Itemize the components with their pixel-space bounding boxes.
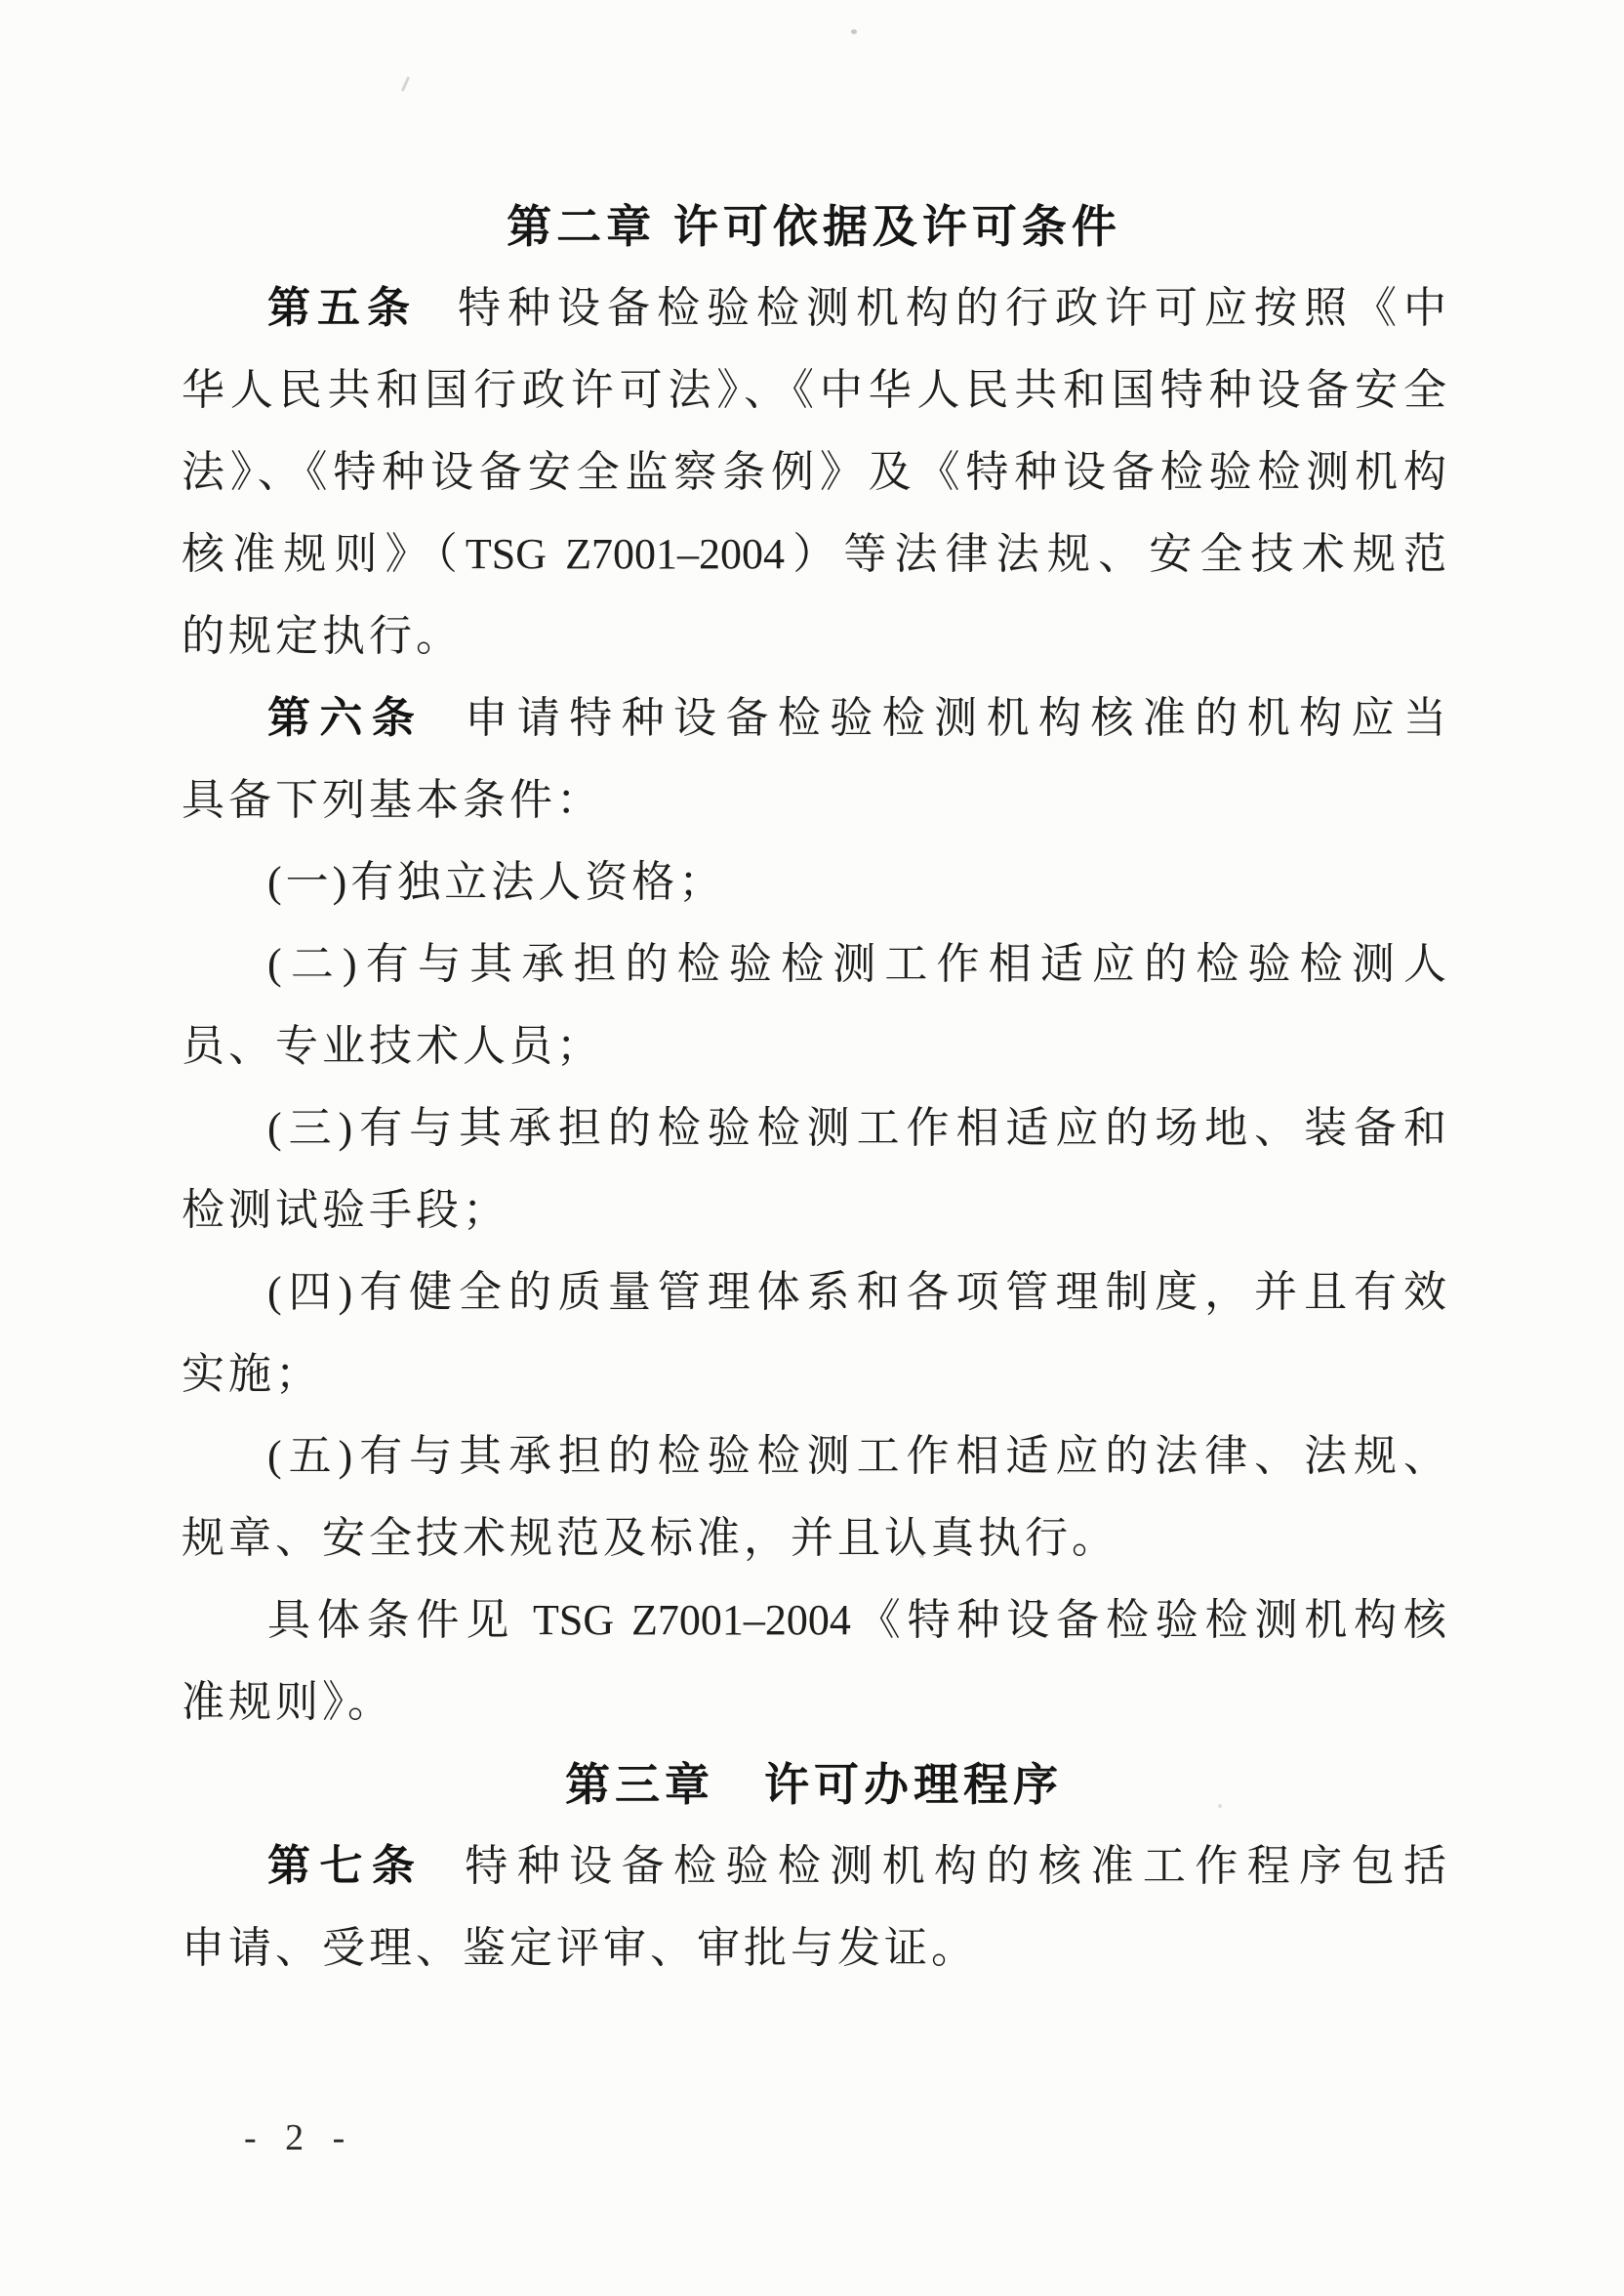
chapter-heading [182,1743,1446,1825]
line-text: 第二章 许可依据及许可条件 [507,201,1121,252]
body-line [182,759,1446,841]
body-line [182,1169,1446,1251]
line-text: 规章、安全技术规范及标准，并且认真执行。 [182,1514,1118,1562]
body-line [182,677,1446,759]
line-text: (一)有独立法人资格； [267,858,726,906]
body-line [182,1579,1446,1661]
scan-artifact [851,29,857,34]
body-line [182,923,1446,1005]
body-line [182,1825,1446,1907]
page-number: - 2 - [244,2117,355,2158]
line-text: 申请、受理、鉴定评审、审批与发证。 [182,1924,978,1972]
line-text: 华人民共和国行政许可法》、《中华人民共和国特种设备安全 [182,366,1446,414]
line-text: 第三章 许可办理程序 [565,1759,1063,1810]
body-line [182,1251,1446,1333]
line-text: 具备下列基本条件： [182,776,603,824]
line-text: 申请特种设备检验检测机构核准的机构应当 [465,694,1447,742]
article-label: 第七条 [267,1842,425,1890]
chapter-heading [182,185,1446,267]
line-text: 法》、《特种设备安全监察条例》及《特种设备检验检测机构 [182,448,1446,496]
line-text: 的规定执行。 [182,612,463,660]
body-line [182,1497,1446,1579]
scan-artifact [401,76,410,92]
body-line [182,1005,1446,1087]
body-line [182,595,1446,677]
body-line [182,1661,1446,1743]
body-line [182,431,1446,513]
line-text: 员、专业技术人员； [182,1022,603,1070]
body-line [182,841,1446,923]
line-text: 特种设备检验检测机构的核准工作程序包括 [465,1842,1447,1890]
body-line [182,1907,1446,1989]
text-block [182,185,1446,1989]
line-text: (五)有与其承担的检验检测工作相适应的法律、法规、 [267,1432,1446,1480]
body-line [182,349,1446,431]
body-line [182,513,1446,595]
body-line [182,1333,1446,1415]
body-line [182,1087,1446,1169]
body-line [182,1415,1446,1497]
line-text: (三)有与其承担的检验检测工作相适应的场地、装备和 [267,1104,1446,1152]
line-text: 准规则》。 [182,1678,394,1726]
line-text: 检测试验手段； [182,1186,509,1234]
article-label: 第五条 [267,284,417,332]
line-text: (二)有与其承担的检验检测工作相适应的检验检测人 [267,940,1446,988]
line-text: (四)有健全的质量管理体系和各项管理制度，并且有效 [267,1268,1446,1316]
line-text: 特种设备检验检测机构的行政许可应按照《中 [458,284,1446,332]
line-text: 核准规则》（TSG Z7001–2004）等法律法规、安全技术规范 [182,530,1446,578]
line-text: 实施； [182,1350,322,1398]
article-label: 第六条 [267,694,425,742]
body-line [182,267,1446,349]
line-text: 具体条件见 TSG Z7001–2004《特种设备检验检测机构核 [267,1596,1446,1644]
